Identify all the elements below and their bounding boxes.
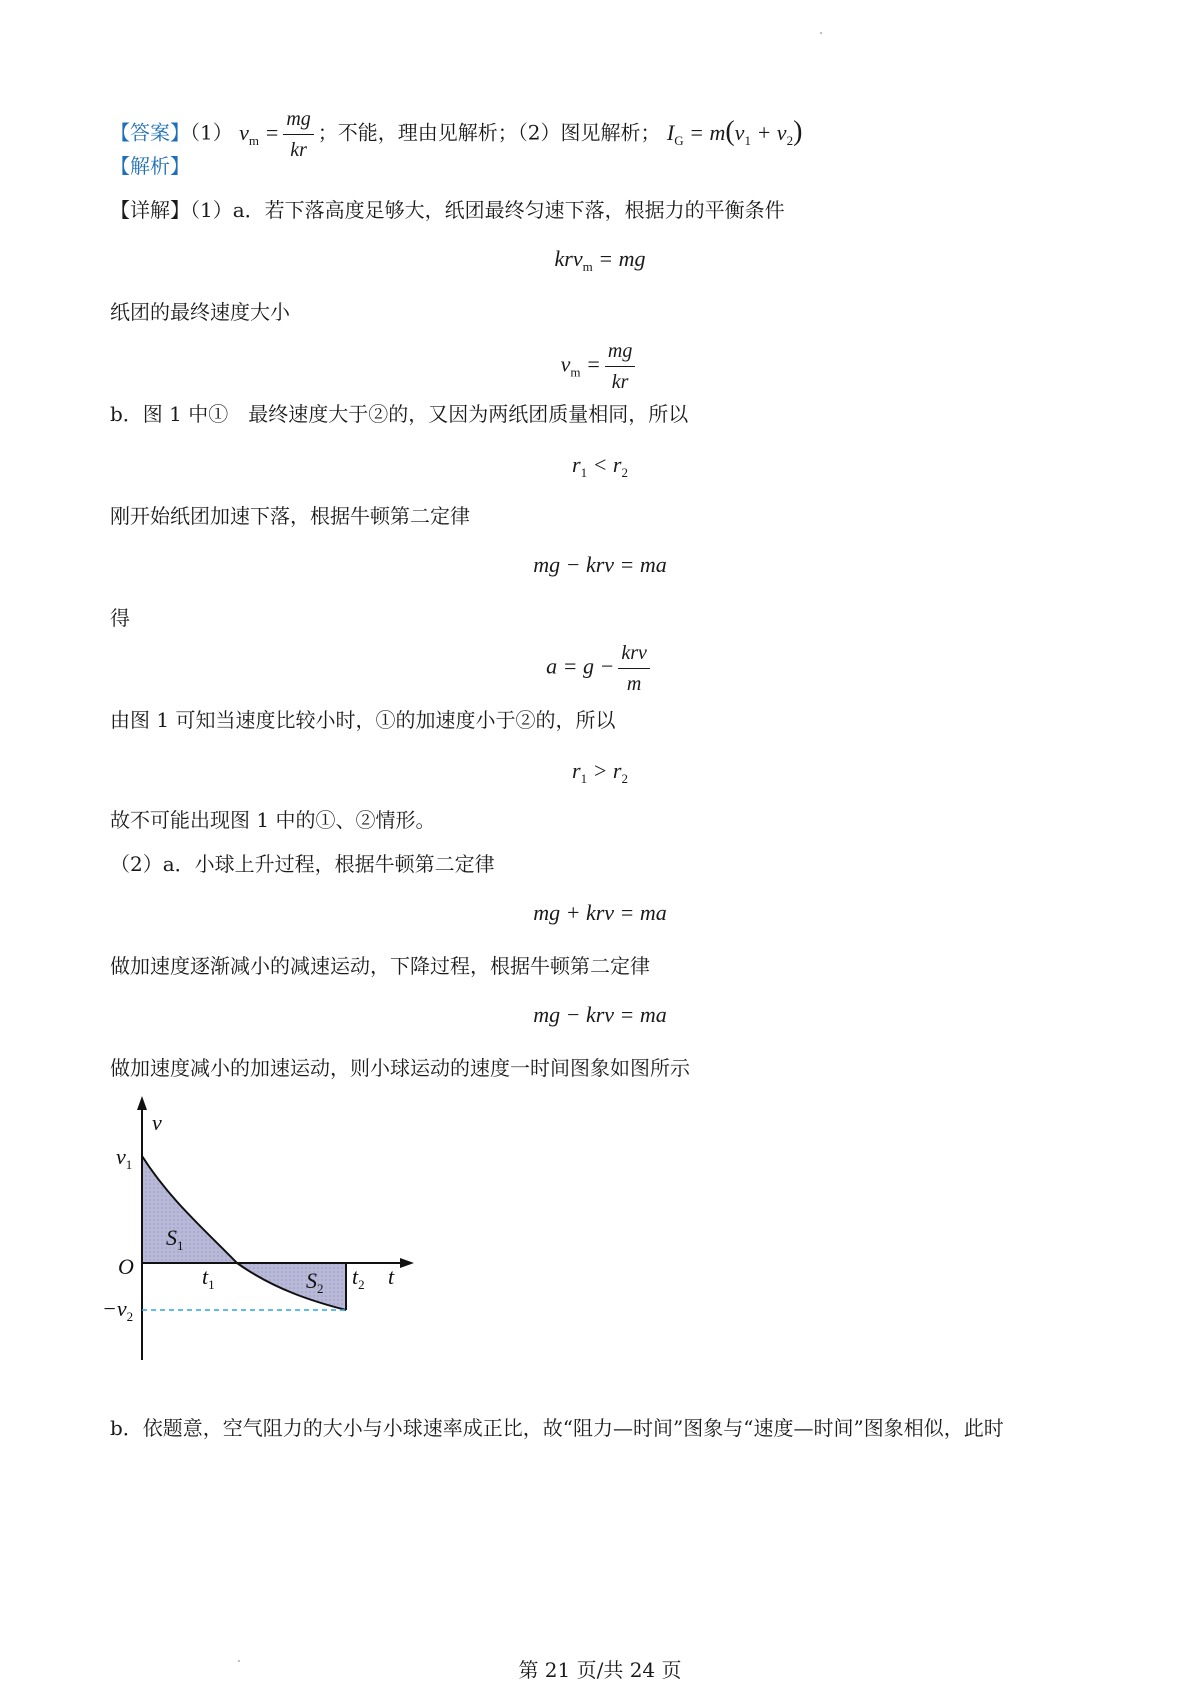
analysis-tag: 【解析】 [110,154,190,178]
answer-tag: 【答案】 [110,120,190,145]
detail-line1: （1）a．若下落高度足够大，纸团最终匀速下落，根据力的平衡条件 [190,198,785,222]
accel-graph-text: 做加速度减小的加速运动，则小球运动的速度一时间图象如图所示 [110,1056,690,1080]
b-intro-text: b．图 1 中① 最终速度大于②的，又因为两纸团质量相同，所以 [110,402,689,426]
t2-label: $t_2$ [352,1264,365,1292]
t1-label: $t_1$ [202,1264,215,1292]
part2b-text: b．依题意，空气阻力的大小与小球速率成正比，故“阻力—时间”图象与“速度—时间”图象相似，此时 [110,1416,1004,1440]
v2-label: $-v_2$ [102,1296,134,1324]
part2a-text: （2）a．小球上升过程，根据牛顿第二定律 [110,852,495,876]
detail-line [110,196,785,224]
equation-newton-descend: mg − krv = ma [533,1002,667,1027]
v1-label: $v_1$ [116,1144,133,1172]
equation-newton-rise: mg + krv = ma [533,900,667,925]
axis-v-label: v [152,1110,162,1135]
answer-line [110,106,802,163]
area-s2 [237,1263,346,1310]
accel-fall-text: 刚开始纸团加速下落，根据牛顿第二定律 [110,504,470,528]
de-text: 得 [110,606,130,630]
s1-label: $S_1$ [166,1225,184,1253]
equation-a: a = g − $\frac{\text{krv}}{m}$ [0,640,1200,697]
s2-label: $S_2$ [306,1268,324,1296]
equation-newton-fall: mg − krv = ma [533,552,667,577]
equation-r1-gt-r2: $r_1 > r_2$ [572,758,628,786]
from-fig-text: 由图 1 可知当速度比较小时，①的加速度小于②的，所以 [110,708,616,732]
velocity-time-graph [100,1090,460,1380]
t-axis-arrow [400,1258,414,1268]
answer-impulse-formula: $I_G = m(v_1 + v_2)$ [666,115,803,148]
equation-vm: $v_m$ = $\frac{mg}{kr}$ [0,338,1200,395]
equation-balance: krv$_m$ = mg [554,246,646,274]
scan-dot [820,32,822,34]
decel-text: 做加速度逐渐减小的减速运动，下降过程，根据牛顿第二定律 [110,954,650,978]
detail-tag: 【详解】 [110,198,190,222]
axis-t-label: t [388,1264,395,1289]
conclusion-text: 故不可能出现图 1 中的①、②情形。 [110,808,436,832]
final-speed-text: 纸团的最终速度大小 [110,300,290,324]
answer-part1: （1） [190,120,233,145]
v-axis-arrow [137,1096,147,1110]
origin-label: O [118,1254,134,1279]
answer-vm-formula: $v_m$ = $\frac{mg}{kr}$ [239,120,318,145]
equation-r1-lt-r2: $r_1 < r_2$ [572,452,628,480]
page-footer: 第 21 页/共 24 页 [518,1658,682,1682]
answer-text: ；不能，理由见解析；（2）图见解析； [317,120,661,145]
area-s1 [142,1156,237,1263]
